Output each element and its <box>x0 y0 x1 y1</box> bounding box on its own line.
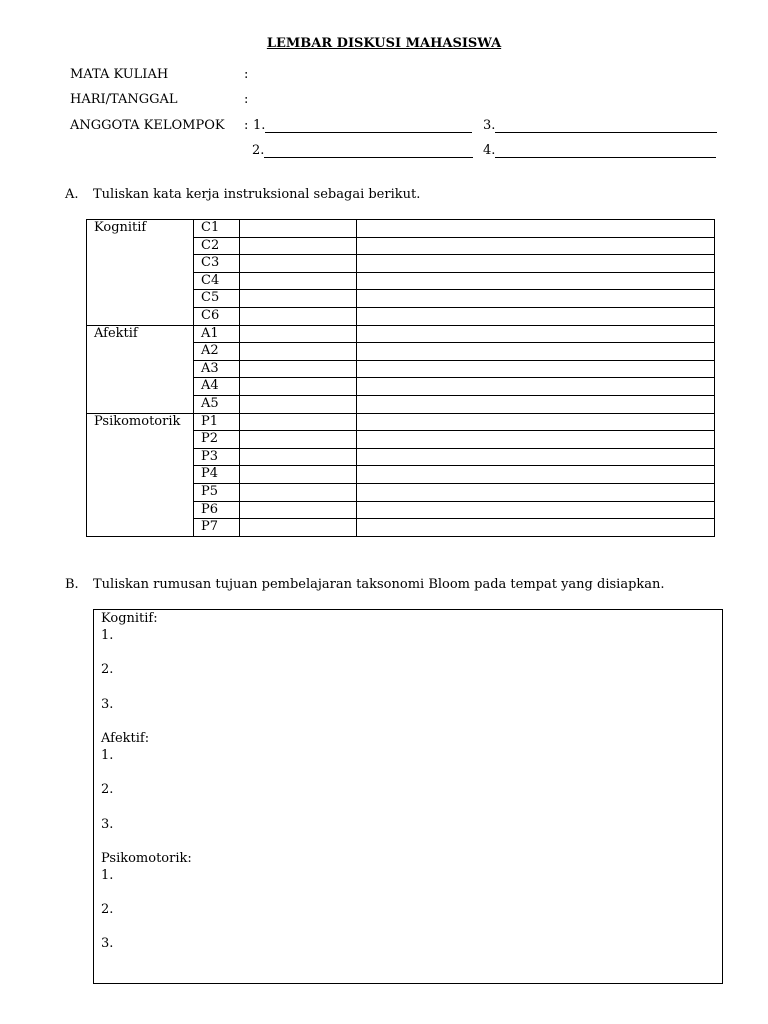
section-a-marker: A. <box>65 187 79 202</box>
objective-heading-afektif: Afektif: <box>101 731 150 746</box>
answer-cell[interactable] <box>357 483 715 501</box>
answer-cell[interactable] <box>357 519 715 537</box>
answer-cell[interactable] <box>357 448 715 466</box>
answer-cell[interactable] <box>357 220 715 238</box>
level-cell: P2 <box>194 431 240 449</box>
answer-cell[interactable] <box>357 307 715 325</box>
answer-cell[interactable] <box>357 501 715 519</box>
answer-cell[interactable] <box>240 448 357 466</box>
field-separator: : <box>244 118 249 133</box>
field-label-hari-tanggal: HARI/TANGGAL <box>70 92 178 107</box>
member-line-4[interactable] <box>483 143 716 158</box>
objective-item: 2. <box>101 782 114 797</box>
level-cell: A2 <box>194 343 240 361</box>
answer-cell[interactable] <box>357 255 715 273</box>
answer-cell[interactable] <box>357 395 715 413</box>
answer-cell[interactable] <box>240 220 357 238</box>
level-cell: C3 <box>194 255 240 273</box>
answer-cell[interactable] <box>357 378 715 396</box>
level-cell: P1 <box>194 413 240 431</box>
field-label-mata-kuliah: MATA KULIAH <box>70 67 169 82</box>
table-row <box>87 220 715 238</box>
level-cell: C2 <box>194 237 240 255</box>
answer-cell[interactable] <box>240 378 357 396</box>
objective-item: 1. <box>101 868 114 883</box>
member-line-3[interactable] <box>483 118 717 133</box>
answer-cell[interactable] <box>240 307 357 325</box>
answer-cell[interactable] <box>357 290 715 308</box>
domain-cell: Psikomotorik <box>87 413 194 536</box>
objective-heading-psikomotorik: Psikomotorik: <box>101 851 192 866</box>
field-separator: : <box>244 67 249 82</box>
member-number: 1. <box>253 118 266 133</box>
table-row <box>87 413 715 431</box>
objective-item: 3. <box>101 936 114 951</box>
objectives-box[interactable] <box>93 609 723 984</box>
objective-heading-kognitif: Kognitif: <box>101 611 158 626</box>
field-separator: : <box>244 92 249 107</box>
answer-cell[interactable] <box>240 501 357 519</box>
answer-cell[interactable] <box>240 431 357 449</box>
objective-item: 3. <box>101 697 114 712</box>
table-row <box>87 325 715 343</box>
section-b-marker: B. <box>65 577 79 592</box>
level-cell: P5 <box>194 483 240 501</box>
objective-item: 3. <box>101 817 114 832</box>
answer-cell[interactable] <box>240 395 357 413</box>
answer-cell[interactable] <box>240 255 357 273</box>
section-a-instruction: Tuliskan kata kerja instruksional sebagai berikut. <box>93 187 421 202</box>
level-cell: A1 <box>194 325 240 343</box>
level-cell: A4 <box>194 378 240 396</box>
domain-cell: Afektif <box>87 325 194 413</box>
field-label-anggota-kelompok: ANGGOTA KELOMPOK <box>70 118 225 133</box>
domain-cell: Kognitif <box>87 220 194 326</box>
answer-cell[interactable] <box>240 290 357 308</box>
member-number: 2. <box>252 143 265 158</box>
level-cell: A5 <box>194 395 240 413</box>
answer-cell[interactable] <box>240 343 357 361</box>
answer-cell[interactable] <box>357 237 715 255</box>
objective-item: 1. <box>101 748 114 763</box>
answer-cell[interactable] <box>357 343 715 361</box>
level-cell: P4 <box>194 466 240 484</box>
answer-cell[interactable] <box>240 413 357 431</box>
answer-cell[interactable] <box>240 466 357 484</box>
answer-cell[interactable] <box>357 413 715 431</box>
level-cell: A3 <box>194 360 240 378</box>
answer-cell[interactable] <box>357 325 715 343</box>
answer-cell[interactable] <box>357 360 715 378</box>
member-line-2[interactable] <box>252 143 473 158</box>
level-cell: C4 <box>194 272 240 290</box>
answer-cell[interactable] <box>240 483 357 501</box>
verb-table <box>86 219 715 537</box>
objective-item: 2. <box>101 662 114 677</box>
level-cell: P7 <box>194 519 240 537</box>
level-cell: C5 <box>194 290 240 308</box>
objective-item: 2. <box>101 902 114 917</box>
level-cell: P6 <box>194 501 240 519</box>
level-cell: P3 <box>194 448 240 466</box>
answer-cell[interactable] <box>240 272 357 290</box>
answer-cell[interactable] <box>357 272 715 290</box>
member-number: 3. <box>483 118 496 133</box>
answer-cell[interactable] <box>357 466 715 484</box>
answer-cell[interactable] <box>240 360 357 378</box>
member-number: 4. <box>483 143 496 158</box>
section-b-instruction: Tuliskan rumusan tujuan pembelajaran taksonomi Bloom pada tempat yang disiapkan. <box>93 577 665 592</box>
level-cell: C1 <box>194 220 240 238</box>
objective-item: 1. <box>101 628 114 643</box>
answer-cell[interactable] <box>240 325 357 343</box>
page-title: LEMBAR DISKUSI MAHASISWA <box>266 36 502 51</box>
level-cell: C6 <box>194 307 240 325</box>
member-line-1[interactable] <box>253 118 472 133</box>
answer-cell[interactable] <box>357 431 715 449</box>
answer-cell[interactable] <box>240 519 357 537</box>
answer-cell[interactable] <box>240 237 357 255</box>
